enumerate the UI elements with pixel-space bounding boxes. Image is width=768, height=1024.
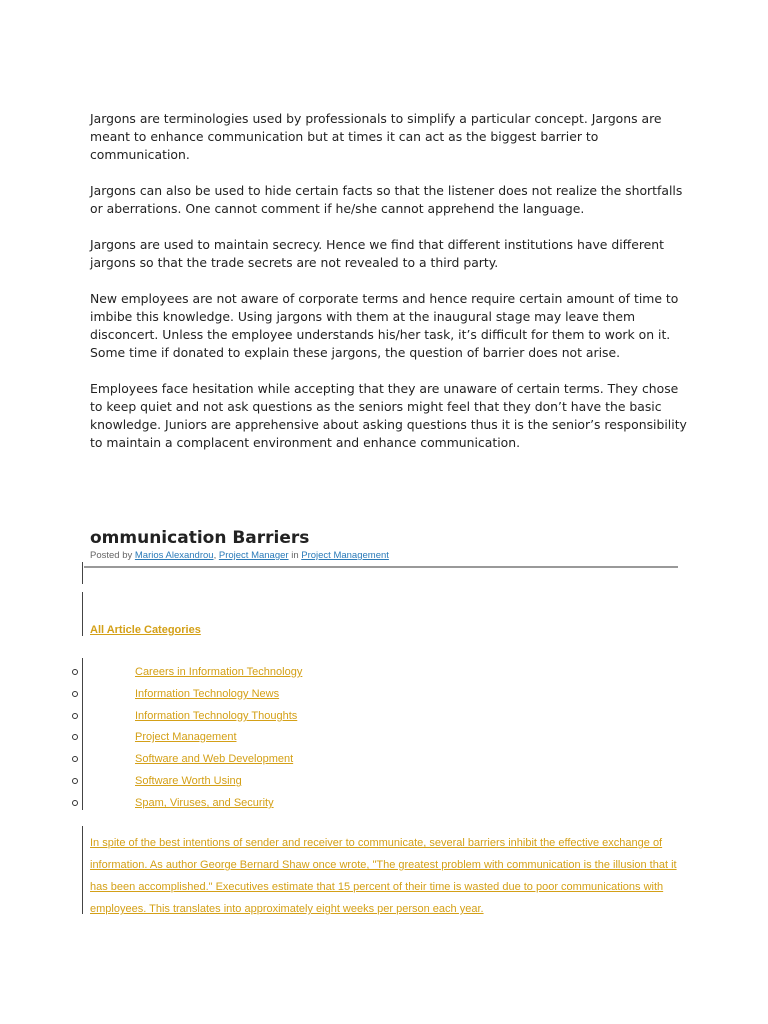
bullet-icon (72, 713, 78, 719)
body-paragraph: Jargons are used to maintain secrecy. Hence we find that different institutions have different jargons so that the trade secrets are not revealed to a third party. (90, 237, 664, 270)
category-link-software-web[interactable]: Software and Web Development (135, 753, 294, 765)
bullet-icon (72, 734, 78, 740)
list-item (0, 710, 400, 728)
divider (84, 566, 678, 568)
bullet-icon (72, 669, 78, 675)
list-item (0, 666, 400, 684)
role-link[interactable]: Project Manager (218, 550, 289, 561)
all-categories-link[interactable]: All Article Categories (90, 624, 201, 636)
bullet-icon (72, 778, 78, 784)
category-link-software-worth[interactable]: Software Worth Using (135, 775, 242, 787)
body-paragraph: Jargons are terminologies used by professionals to simplify a particular concept. Jargons are meant to enhance communication but at times it can act as the biggest barrier to communication. (90, 111, 662, 162)
left-border (82, 562, 83, 584)
post-title: ommunication Barriers (90, 528, 310, 548)
body-paragraph: New employees are not aware of corporate terms and hence require certain amount of time to imbibe this knowledge. Using jargons with them at the inaugural stage may leave them disconcert. Unless the employee understands his/her task, it’s difficult for them to work on it. Some time if donated to explain these jargons, the question of barrier does not arise. (90, 291, 679, 360)
category-link-careers[interactable]: Careers in Information Technology (135, 666, 303, 678)
left-border (82, 826, 83, 914)
category-link-it-thoughts[interactable]: Information Technology Thoughts (135, 710, 298, 722)
body-paragraph: Employees face hesitation while accepting that they are unaware of certain terms. They chose to keep quiet and not ask questions as the seniors might feel that they don’t have the basic knowledge. Juniors are apprehensive about asking questions thus it is the senior’s responsibility to maintain a complacent environment and enhance communication. (90, 381, 687, 450)
in-label: in (288, 550, 302, 561)
post-byline (90, 550, 389, 561)
left-border (82, 592, 83, 636)
bullet-icon (72, 691, 78, 697)
list-item (0, 753, 400, 771)
bullet-icon (72, 800, 78, 806)
bullet-icon (72, 756, 78, 762)
author-link[interactable]: Marios Alexandrou (134, 550, 214, 561)
byline-separator: , (213, 550, 219, 561)
list-item (0, 797, 400, 815)
posted-by-label: Posted by (90, 550, 135, 561)
list-item (0, 775, 400, 793)
list-item (0, 731, 400, 749)
quote-link[interactable]: In spite of the best intentions of sender and receiver to communicate, several barriers inhibit the effective exchange of information. As author George Bernard Shaw once wrote, "The greatest problem with communication is the illusion that it has been accomplished." Executives estimate that 15 percent of their time is wasted due to poor communications with employees. This translates into approximately eight weeks per person each year. (90, 837, 677, 915)
category-link-it-news[interactable]: Information Technology News (135, 688, 280, 700)
category-link[interactable]: Project Management (301, 550, 389, 561)
list-item (0, 688, 400, 706)
category-link-spam-security[interactable]: Spam, Viruses, and Security (135, 797, 274, 809)
category-link-project-management[interactable]: Project Management (135, 731, 237, 743)
body-paragraph: Jargons can also be used to hide certain facts so that the listener does not realize the shortfalls or aberrations. One cannot comment if he/she cannot apprehend the language. (90, 183, 683, 216)
